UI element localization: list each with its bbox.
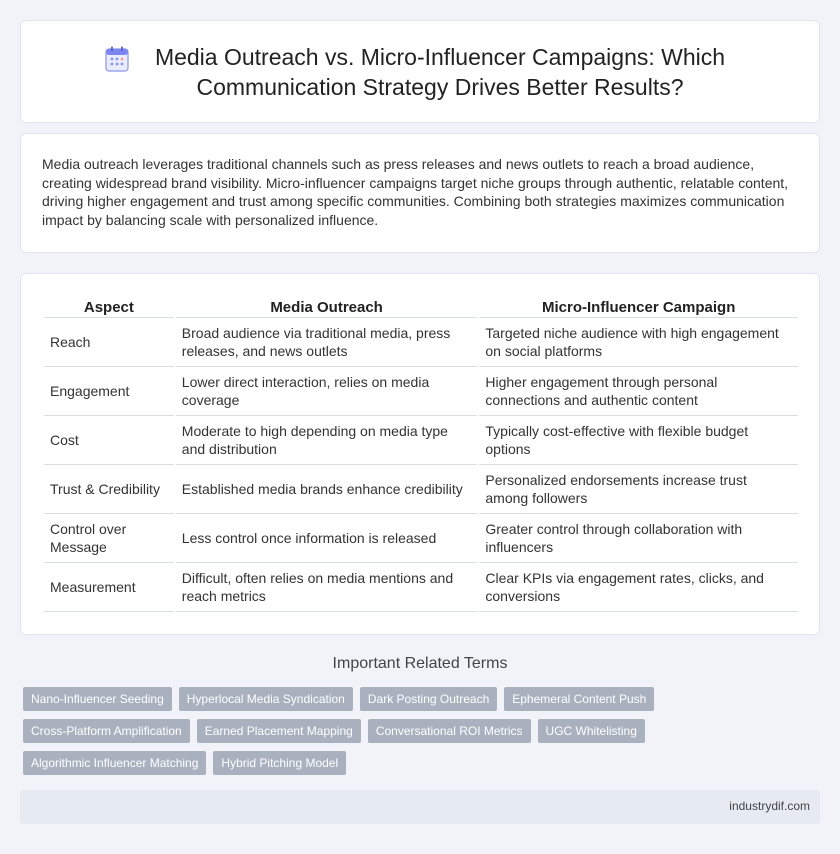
aspect-cell: Engagement — [44, 367, 174, 416]
related-term-tag[interactable]: Dark Posting Outreach — [360, 687, 497, 711]
media-outreach-cell: Broad audience via traditional media, press releases, and news outlets — [176, 318, 478, 367]
micro-influencer-cell: Greater control through collaboration with influencers — [479, 514, 798, 563]
related-term-tag[interactable]: Nano-Influencer Seeding — [23, 687, 172, 711]
micro-influencer-cell: Higher engagement through personal connections and authentic content — [479, 367, 798, 416]
media-outreach-cell: Difficult, often relies on media mentions and reach metrics — [176, 563, 478, 612]
intro-paragraph: Media outreach leverages traditional channels such as press releases and news outlets to reach a broad audience, creating widespread brand visibility. Micro-influencer campaigns target niche groups through authentic, relatable content, driving higher engagement and trust among specific communities. Combining both strategies maximizes communication impact by balancing scale with personalized influence. — [42, 156, 789, 228]
intro-card — [20, 133, 820, 253]
table-row — [44, 367, 798, 416]
page-title: Media Outreach vs. Micro-Influencer Campaigns: Which Communication Strategy Drives Better Results? — [154, 43, 726, 100]
header-aspect: Aspect — [44, 296, 174, 318]
footer — [20, 790, 820, 824]
comparison-card — [20, 273, 820, 635]
micro-influencer-cell: Clear KPIs via engagement rates, clicks, and conversions — [479, 563, 798, 612]
related-terms-heading: Important Related Terms — [332, 655, 508, 672]
media-outreach-cell: Less control once information is released — [176, 514, 478, 563]
title-card — [20, 20, 820, 123]
header-media-outreach: Media Outreach — [176, 296, 478, 318]
table-header-row — [44, 296, 798, 318]
media-outreach-cell: Moderate to high depending on media type and distribution — [176, 416, 478, 465]
aspect-cell: Trust & Credibility — [44, 465, 174, 514]
micro-influencer-cell: Targeted niche audience with high engagement on social platforms — [479, 318, 798, 367]
media-outreach-cell: Established media brands enhance credibility — [176, 465, 478, 514]
table-row — [44, 563, 798, 612]
related-term-tag[interactable]: UGC Whitelisting — [538, 719, 645, 743]
related-term-tag[interactable]: Ephemeral Content Push — [504, 687, 654, 711]
related-term-tag[interactable]: Algorithmic Influencer Matching — [23, 751, 206, 775]
aspect-cell: Measurement — [44, 563, 174, 612]
related-term-tag[interactable]: Conversational ROI Metrics — [368, 719, 531, 743]
micro-influencer-cell: Typically cost-effective with flexible budget options — [479, 416, 798, 465]
aspect-cell: Reach — [44, 318, 174, 367]
related-term-tag[interactable]: Earned Placement Mapping — [197, 719, 361, 743]
related-term-tag[interactable]: Hyperlocal Media Syndication — [179, 687, 353, 711]
related-term-tag[interactable]: Cross-Platform Amplification — [23, 719, 190, 743]
micro-influencer-cell: Personalized endorsements increase trust among followers — [479, 465, 798, 514]
table-row — [44, 514, 798, 563]
table-row — [44, 318, 798, 367]
related-terms-list — [23, 687, 803, 775]
comparison-table — [42, 296, 800, 612]
table-row — [44, 416, 798, 465]
aspect-cell: Cost — [44, 416, 174, 465]
aspect-cell: Control over Message — [44, 514, 174, 563]
header-micro-influencer: Micro-Influencer Campaign — [479, 296, 798, 318]
footer-site-link[interactable]: industrydif.com — [729, 799, 810, 813]
media-outreach-cell: Lower direct interaction, relies on media coverage — [176, 367, 478, 416]
related-term-tag[interactable]: Hybrid Pitching Model — [213, 751, 346, 775]
table-row — [44, 465, 798, 514]
